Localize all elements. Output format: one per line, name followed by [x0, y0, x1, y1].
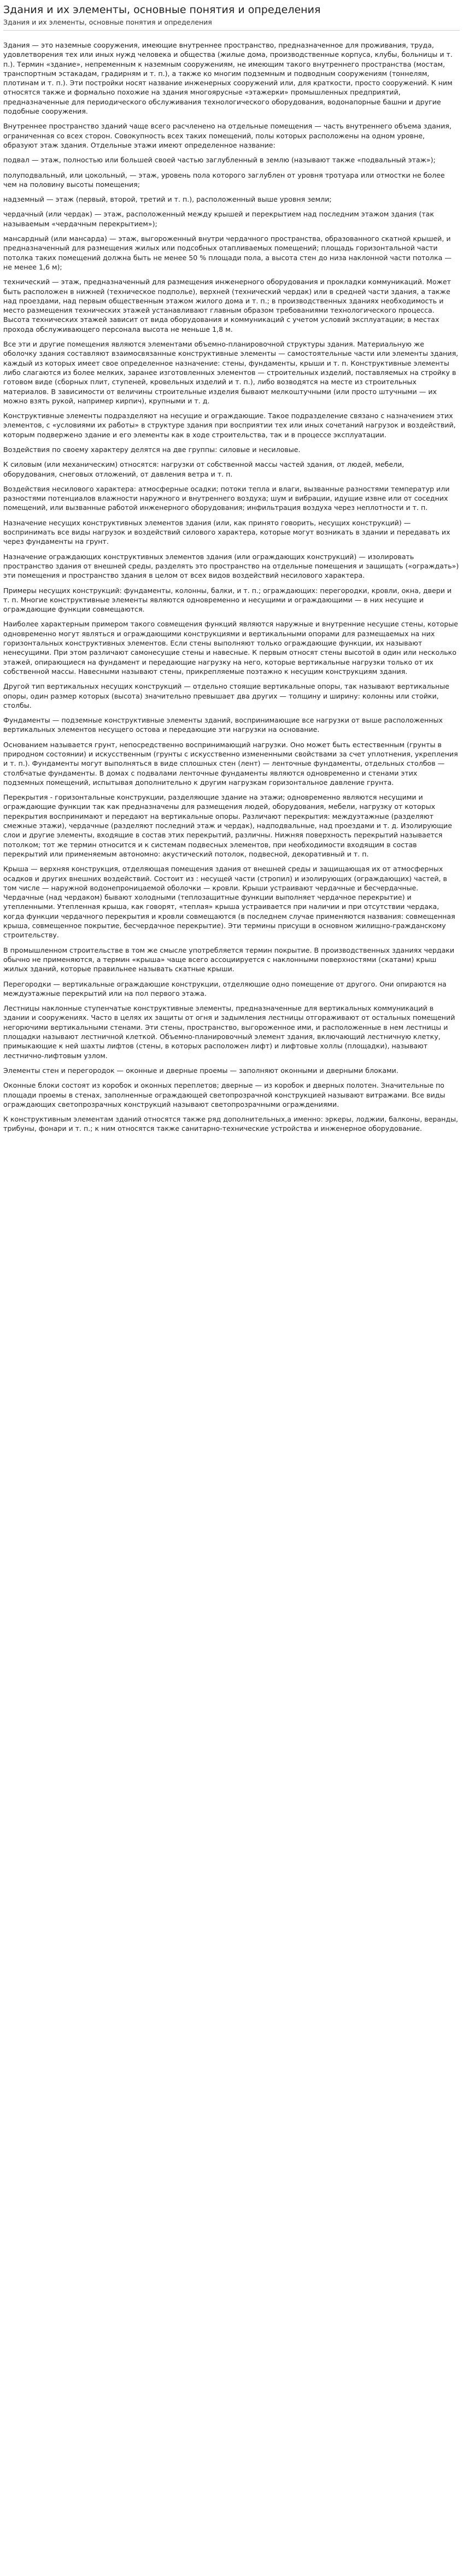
paragraph: Воздействия по своему характеру делятся на две группы: силовые и несиловые.: [3, 445, 301, 454]
paragraph: В промышленном строительстве в том же смысле употребляется термин покрытие. В производственных зданиях чердаки обычно не применяются, а термин «крыша» чаще всего ассоциируется с наклонными поверхностями (скатами) крыш жилых зданий, которые правильнее называть скатные крыши.: [3, 946, 457, 973]
divider: [3, 30, 460, 31]
paragraph: Воздействия несилового характера: атмосферные осадки; потоки тепла и влаги, вызванные разностями температур или разностями потенциалов влажности наружного и внутреннего воздуха; шум и вибрации, идущие извне или от соседних помещений, или вызванные работой инженерного оборудования; инфильтрация воздуха через неплотности и т. п.: [3, 484, 452, 512]
paragraph: Конструктивные элементы подразделяют на несущие и ограждающие. Такое подразделение связано с назначением этих элементов, с «условиями их работы» в структуре здания при восприятии тех или иных сочетаний нагрузок и воздействий, которым подвержено здание и его элементы как в ходе строительства, так и в процессе эксплуатации.: [3, 412, 458, 439]
article-body: [3, 40, 460, 1134]
paragraph: Примеры несущих конструкций: фундаменты, колонны, балки, и т. п.; ограждающих: перегородки, кровли, окна, двери и т. п. Многие конструктивные элементы являются одновременно и несущими и ограждающими — в них несущие и ограждающие функции совмещаются.: [3, 586, 454, 614]
paragraph: Другой тип вертикальных несущих конструкций — отдельно стоящие вертикальные опоры, так называют вертикальные опоры, один размер которых (высота) значительно превышает два других — толщину и ширину: колонны или стойки, столбы.: [3, 682, 452, 709]
paragraph: Оконные блоки состоят из коробок и оконных переплетов; дверные — из коробок и дверных полотен. Значительные по площади проемы в стенах, заполненные ограждающей светопрозрачной конструкцией называют витражами. Все виды ограждающих светопрозрачных конструкций называют светопрозрачными ограждениями.: [3, 1081, 448, 1108]
paragraph: Перегородки — вертикальные ограждающие конструкции, отделяющие одно помещение от другого. Они опираются на междуэтажные перекрытий или на пол первого этажа.: [3, 979, 449, 997]
document-page: [0, 0, 463, 1145]
paragraph: подвал — этаж, полностью или большей своей частью заглубленный в землю (называют также «подвальный этаж»);: [3, 156, 436, 165]
paragraph: Элементы стен и перегородок — оконные и дверные проемы — заполняют оконными и дверными блоками.: [3, 1066, 398, 1075]
paragraph: Наиболее характерным примером такого совмещения функций являются наружные и внутренние несущие стены, которые одновременно могут являться и ограждающими конструкциями и вертикальными опорами для размещаемых на них горизонтальных конструктивных элементов. Если стены выполняют только ограждающие функции, их называют ненесущими. При этом различают самонесущие стены и навесные. К первым относят стены высотой в один или несколько этажей, опирающиеся на фундамент и передающие нагрузку на него, которые вертикальные нагрузки только от их собственной массы. Навесными называют стены, прикрепляемые поэтажно к несущим конструкциям здания.: [3, 620, 461, 676]
paragraph: К конструктивным элементам зданий относятся также ряд дополнительных,а именно: эркеры, лоджии, балконы, веранды, трибуны, фонари и т. п.; к ним относятся также санитарно-технические устройства и инженерное оборудование.: [3, 1115, 461, 1133]
paragraph: Крыша — верхняя конструкция, отделяющая помещения здания от внешней среды и защищающая их от атмосферных осадков и других внешних воздействий. Состоит из : несущей части (стропил) и изолирующих (ограждающих) частей, в том числе — наружной водонепроницаемой оболочки — кровли. Крыши устраивают чердачные и бесчердачные. Чердачные (над чердаком) бывают холодными (теплозащитные функции выполняет чердачное перекрытие) и утепленными. Утепленная крыша, как говорят, «теплая» крыша устраивается при наличии и при отсутствии чердака, когда функции чердачного перекрытия и кровли совмещаются (в последнем случае применяются названия: совмещенная крыша, совмещенное покрытие, бесчердачное перекрытие). Эти термины присущи в основном жилищно-гражданскому строительству.: [3, 865, 458, 940]
paragraph: Перекрытия - горизонтальные конструкции, разделяющие здание на этажи; одновременно являются несущими и ограждающие функции так как предназначены для размещения людей, оборудования, мебели, нагрузку от которых перекрытия воспринимают и передают на вертикальные опоры. Различают перекрытия: междуэтажные (разделяют смежные этажи), чердачные (разделяют последний этаж и чердак), надподвальные, над проездами и т. д. Изолирующие слои и другие элементы, входящие в состав этих перекрытий, различны. Нижняя поверхность перекрытий называется потолком; тот же термин относится и к системам подвесных элементов, при необходимости входящим в состав перекрытий или применяемым автономно: акустический потолок, подвесной, декоративный и т. п.: [3, 793, 454, 858]
paragraph: Здания — это наземные сооружения, имеющие внутреннее пространство, предназначенное для проживания, труда, удовлетворения тех или иных нужд человека и общества (жилые дома, производственные корпуса, клубы, больницы и т. п.). Термин «здание», непременным к наземным сооружениям, не имеющим такого внутреннего пространства (мостам, транспортным эстакадам, градирням и т. п.), а также ко многим подземным и подводным сооружениям (тоннелям, плотинам и т. п.). Эти постройки носят название инженерных сооружений или, для краткости, просто сооружений. К ним относятся также и формально похожие на здания многоярусные «этажерки» промышленных предприятий, предназначенные для периодического обслуживания технологического оборудования, водонапорные башни и другие подобные сооружения.: [3, 41, 455, 116]
page-title: Здания и их элементы, основные понятия и определения: [3, 4, 321, 16]
paragraph: полуподвальный, или цокольный, — этаж, уровень пола которого заглублен от уровня тротуара или отмостки не более чем на половину высоты помещения;: [3, 171, 447, 189]
paragraph: К силовым (или механическим) относятся: нагрузки от собственной массы частей здания, от людей, мебели, оборудования, снеговых отложений, от давления ветра и т. п.: [3, 460, 407, 478]
paragraph: Все эти и другие помещения являются элементами объемно-планировочной структуры здания. Материальную же оболочку здания составляют взаимосвязанные конструктивные элементы — самостоятельные части или элементы здания, каждый из которых имеет свое определенное назначение: стены, фундаменты, крыши и т. п. Конструктивные элементы либо слагаются из более мелких, заранее изготовленных элементов — строительных изделий, поставляемых на стройку в готовом виде (сборных плит, ступеней, кровельных изделий и т. п.), либо возводятся на месте из строительных материалов. В зависимости от величины строительные изделия бывают мелкоштучными (или просто штучными — их можно взять рукой, например кирпич), крупными и т. д.: [3, 340, 461, 405]
paragraph: технический — этаж, предназначенный для размещения инженерного оборудования и прокладки коммуникаций. Может быть расположен в нижней (техническое подполье), верхней (технический чердак) или в средней части здания, а также над проездами, над первым общественным этажом жилого дома и т. п.; в производственных зданиях необходимость и место размещения технических этажей устанавливают главным образом требованиями технологического процесса. Высота технических этажей зависит от вида оборудования и коммуникаций с учетом условий эксплуатации; в местах прохода обслуживающего персонала высота не меньше 1,8 м.: [3, 278, 454, 333]
paragraph: Внутреннее пространство зданий чаще всего расчленено на отдельные помещения — часть внутреннего объема здания, ограниченная со всех сторон. Совокупность всех таких помещений, полы которых расположены на одном уровне, образуют этаж здания. Отдельные этажи имеют определенное название:: [3, 122, 454, 149]
paragraph: мансардный (или мансарда) — этаж, выгороженный внутри чердачного пространства, образованного скатной крышей, и предназначенный для размещения жилых или подсобных отапливаемых помещений; площадь горизонтальной части потолка таких помещений должна быть не менее 50 % площади пола, а высота стен до низа наклонной части потолка — не менее 1,6 м);: [3, 234, 454, 271]
paragraph: Лестницы наклонные ступенчатые конструктивные элементы, предназначенные для вертикальных коммуникаций в здании и сооружениях. Часто в целях их защиты от огня и задымления лестницы отгораживают от остальных помещений негорючими вертикальными стенами. Эти стены, пространство, выгороженное ими, и расположенные в нем лестницы и площадки называют лестничной клеткой. Объемно-планировочный элемент здания, включающий лестничную клетку, примыкающие к ней шахты лифтов (стены, в которых расположен лифт) и лифтовые холлы (площадки), называют лестнично-лифтовым узлом.: [3, 1004, 458, 1060]
paragraph: Назначение несущих конструктивных элементов здания (или, как принято говорить, несущих конструкций) — воспринимать все виды нагрузок и воздействий силового характера, которые могут возникать в здании и передавать их через фундаменты на грунт.: [3, 518, 453, 546]
paragraph: Фундаменты — подземные конструктивные элементы зданий, воспринимающие все нагрузки от выше расположенных вертикальных элементов несущего остова и передающие эти нагрузки на основание.: [3, 716, 445, 734]
page-subtitle: Здания и их элементы, основные понятия и определения: [3, 18, 212, 26]
paragraph: Основанием называется грунт, непосредственно воспринимающий нагрузки. Оно может быть естественным (грунты в природном состоянии) и искусственным (грунты с искусственно измененными свойствами за счет уплотнения, укрепления и т. п.). Фундаменты могут выполняться в виде сплошных стен (лент) — ленточные фундаменты, отдельных столбов — столбчатые фундаменты. В домах с подвалами ленточные фундаменты являются одновременно и стенами этих подземных помещений, испытывая дополнительно к другим нагрузкам горизонтальное давление грунта.: [3, 740, 460, 787]
paragraph: Назначение ограждающих конструктивных элементов здания (или ограждающих конструкций) — изолировать пространство здания от внешней среды, разделять это пространство на отдельные помещения и защищать («ограждать») эти помещения и пространство здания в целом от всех видов воздействий несилового характера.: [3, 552, 461, 580]
paragraph: чердачный (или чердак) — этаж, расположенный между крышей и перекрытием над последним этажом здания (так называемым «чердачным перекрытием»);: [3, 210, 436, 228]
paragraph: надземный — этаж (первый, второй, третий и т. п.), расположенный выше уровня земли;: [3, 195, 332, 204]
